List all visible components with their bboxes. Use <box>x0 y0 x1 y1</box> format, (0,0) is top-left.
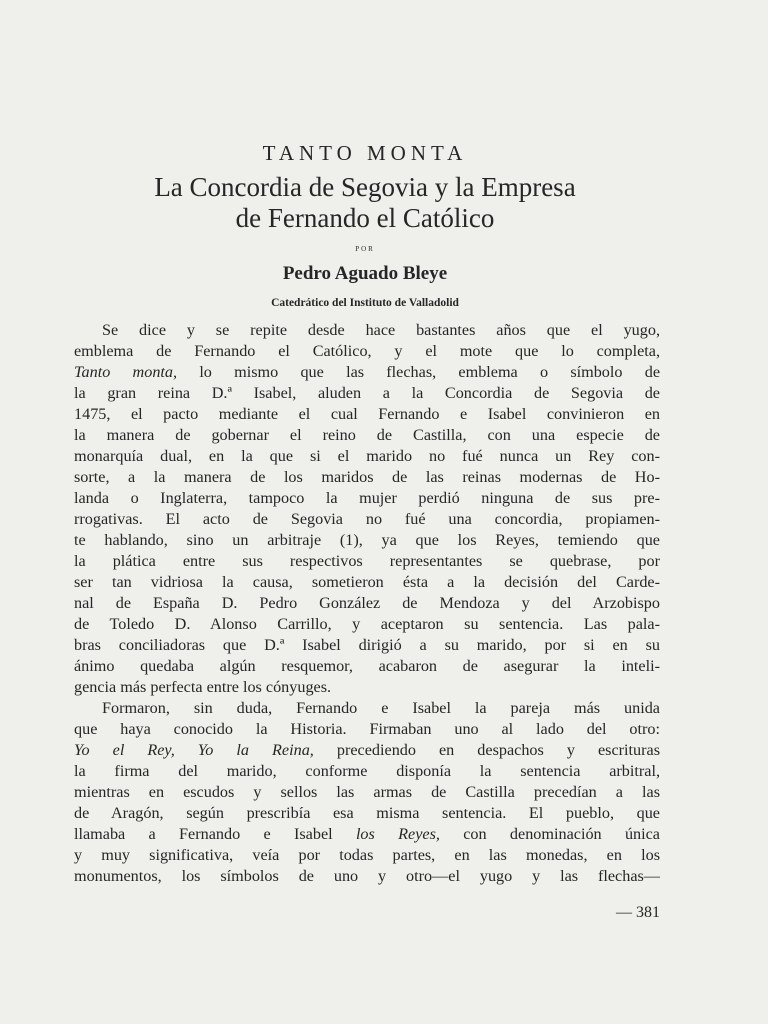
text-line: Se dice y se repite desde hace bastantes años que el yugo, <box>102 321 660 339</box>
text-line <box>74 362 660 383</box>
author-affiliation: Catedrático del Instituto de Valladolid <box>271 297 459 309</box>
author-name: Pedro Aguado Bleye <box>282 263 448 284</box>
text-segment: precediendo en despachos y escrituras <box>336 741 660 759</box>
byline-por: POR <box>355 245 375 253</box>
text-line: rrogativas. El acto de Segovia no fué una concordia, propiamen- <box>74 510 660 528</box>
text-line: que haya conocido la Historia. Firmaban uno al lado del otro: <box>74 720 660 738</box>
text-line: mientras en escudos y sellos las armas de Castilla precedían a las <box>74 783 660 801</box>
text-line: nal de España D. Pedro González de Mendoza y del Arzobispo <box>74 594 660 612</box>
text-line <box>74 740 660 761</box>
text-segment: lo mismo que las flechas, emblema o símbolo de <box>199 363 661 381</box>
article-title <box>0 172 730 234</box>
text-line: emblema de Fernando el Católico, y el mote que lo completa, <box>74 342 660 360</box>
text-line: monarquía dual, en la que si el marido no fué nunca un Rey con- <box>74 447 660 465</box>
title-line-2: de Fernando el Católico <box>235 203 495 233</box>
italic-text: Yo el Rey, Yo la Reina, <box>74 741 314 759</box>
text-line: y muy significativa, veía por todas partes, en las monedas, en los <box>74 846 660 864</box>
text-line: la manera de gobernar el reino de Castilla, con una especie de <box>74 426 660 444</box>
text-line: de Aragón, según prescribía esa misma sentencia. El pueblo, que <box>74 804 660 822</box>
text-line: la firma del marido, conforme disponía la sentencia arbitral, <box>74 762 660 780</box>
page-number: — 381 <box>616 904 660 921</box>
text-line: ánimo quedaba algún resquemor, acabaron de asegurar la inteli- <box>74 657 660 675</box>
supertitle: TANTO MONTA <box>262 141 468 165</box>
title-line-1: La Concordia de Segovia y la Empresa <box>154 172 576 202</box>
italic-text: Tanto monta, <box>74 363 178 381</box>
text-line: te hablando, sino un arbitraje (1), ya que los Reyes, temiendo que <box>74 531 660 549</box>
text-line: ser tan vidriosa la causa, sometieron ésta a la decisión del Carde- <box>74 573 660 591</box>
text-line: bras conciliadoras que D.ª Isabel dirigió a su marido, por si en su <box>74 636 660 654</box>
text-line: la gran reina D.ª Isabel, aluden a la Concordia de Segovia de <box>74 384 660 402</box>
text-line: Formaron, sin duda, Fernando e Isabel la pareja más unida <box>102 699 660 717</box>
text-line: sorte, a la manera de los maridos de las reinas modernas de Ho- <box>74 468 660 486</box>
text-line: la plática entre sus respectivos representantes se quebrase, por <box>74 552 660 570</box>
text-line: monumentos, los símbolos de uno y otro—el yugo y las flechas— <box>74 867 660 885</box>
text-segment: llamaba a Fernando e Isabel <box>74 825 333 843</box>
text-line: landa o Inglaterra, tampoco la mujer perdió ninguna de sus pre- <box>74 489 660 507</box>
text-line <box>74 824 660 845</box>
text-segment: con denominación única <box>463 825 660 843</box>
italic-text: los Reyes, <box>355 825 440 843</box>
text-line: de Toledo D. Alonso Carrillo, y aceptaron su sentencia. Las pala- <box>74 615 660 633</box>
text-line: 1475, el pacto mediante el cual Fernando e Isabel convinieron en <box>74 405 660 423</box>
text-line: gencia más perfecta entre los cónyuges. <box>74 678 332 696</box>
body-text <box>74 320 660 887</box>
